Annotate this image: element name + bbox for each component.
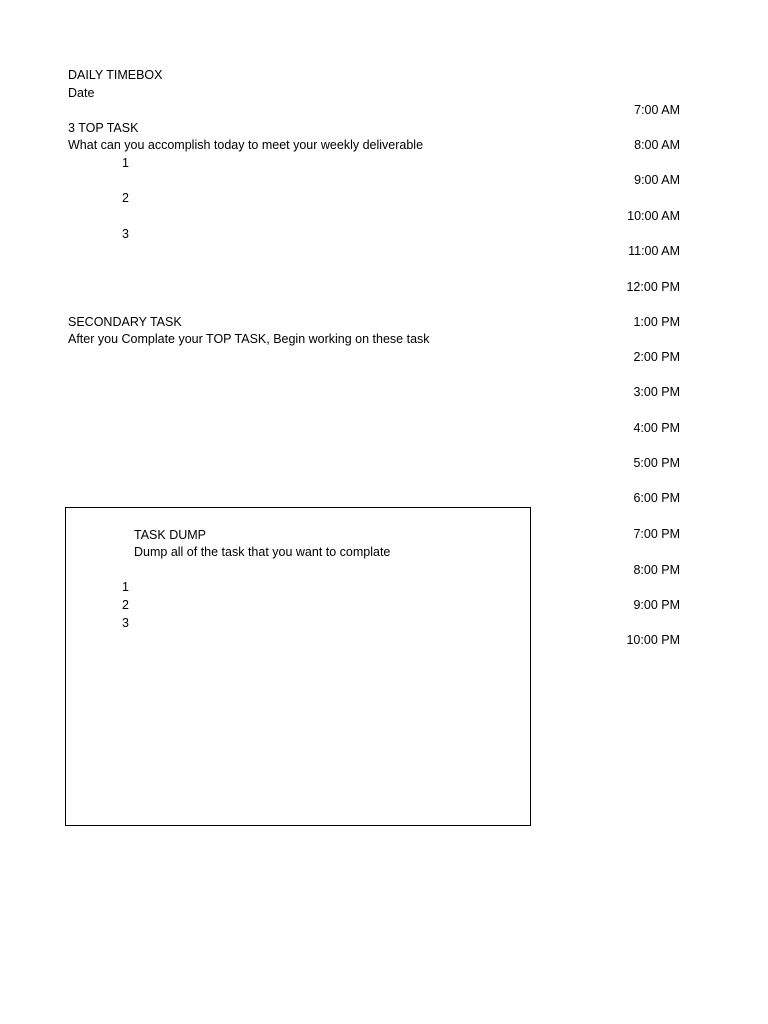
time-slot-10pm: 10:00 PM bbox=[626, 633, 680, 647]
date-label: Date bbox=[68, 86, 95, 100]
task-dump-heading: TASK DUMP bbox=[134, 528, 206, 542]
time-slot-4pm: 4:00 PM bbox=[633, 421, 680, 435]
time-slot-9pm: 9:00 PM bbox=[633, 598, 680, 612]
time-slot-11am: 11:00 AM bbox=[628, 244, 680, 258]
top-task-prompt: What can you accomplish today to meet your weekly deliverable bbox=[68, 138, 424, 152]
time-slot-8am: 8:00 AM bbox=[634, 138, 680, 152]
task-dump-item-3: 3 bbox=[122, 616, 129, 630]
top-task-item-3: 3 bbox=[122, 227, 129, 241]
time-slot-7pm: 7:00 PM bbox=[633, 527, 680, 541]
page-title: DAILY TIMEBOX bbox=[68, 68, 163, 82]
time-slot-10am: 10:00 AM bbox=[627, 209, 680, 223]
top-task-item-2: 2 bbox=[122, 191, 129, 205]
time-slot-9am: 9:00 AM bbox=[634, 173, 680, 187]
top-task-heading: 3 TOP TASK bbox=[68, 121, 139, 135]
time-slot-12pm: 12:00 PM bbox=[626, 280, 680, 294]
task-dump-item-2: 2 bbox=[122, 598, 129, 612]
time-slot-2pm: 2:00 PM bbox=[633, 350, 680, 364]
task-dump-prompt: Dump all of the task that you want to complate bbox=[134, 545, 391, 559]
time-slot-6pm: 6:00 PM bbox=[633, 491, 680, 505]
time-slot-3pm: 3:00 PM bbox=[633, 385, 680, 399]
task-dump-item-1: 1 bbox=[122, 580, 129, 594]
time-slot-7am: 7:00 AM bbox=[634, 103, 680, 117]
time-slot-1pm: 1:00 PM bbox=[633, 315, 680, 329]
time-slot-5pm: 5:00 PM bbox=[633, 456, 680, 470]
secondary-task-prompt: After you Complate your TOP TASK, Begin working on these task bbox=[68, 332, 430, 346]
top-task-item-1: 1 bbox=[122, 156, 129, 170]
secondary-task-heading: SECONDARY TASK bbox=[68, 315, 182, 329]
time-slot-8pm: 8:00 PM bbox=[633, 563, 680, 577]
